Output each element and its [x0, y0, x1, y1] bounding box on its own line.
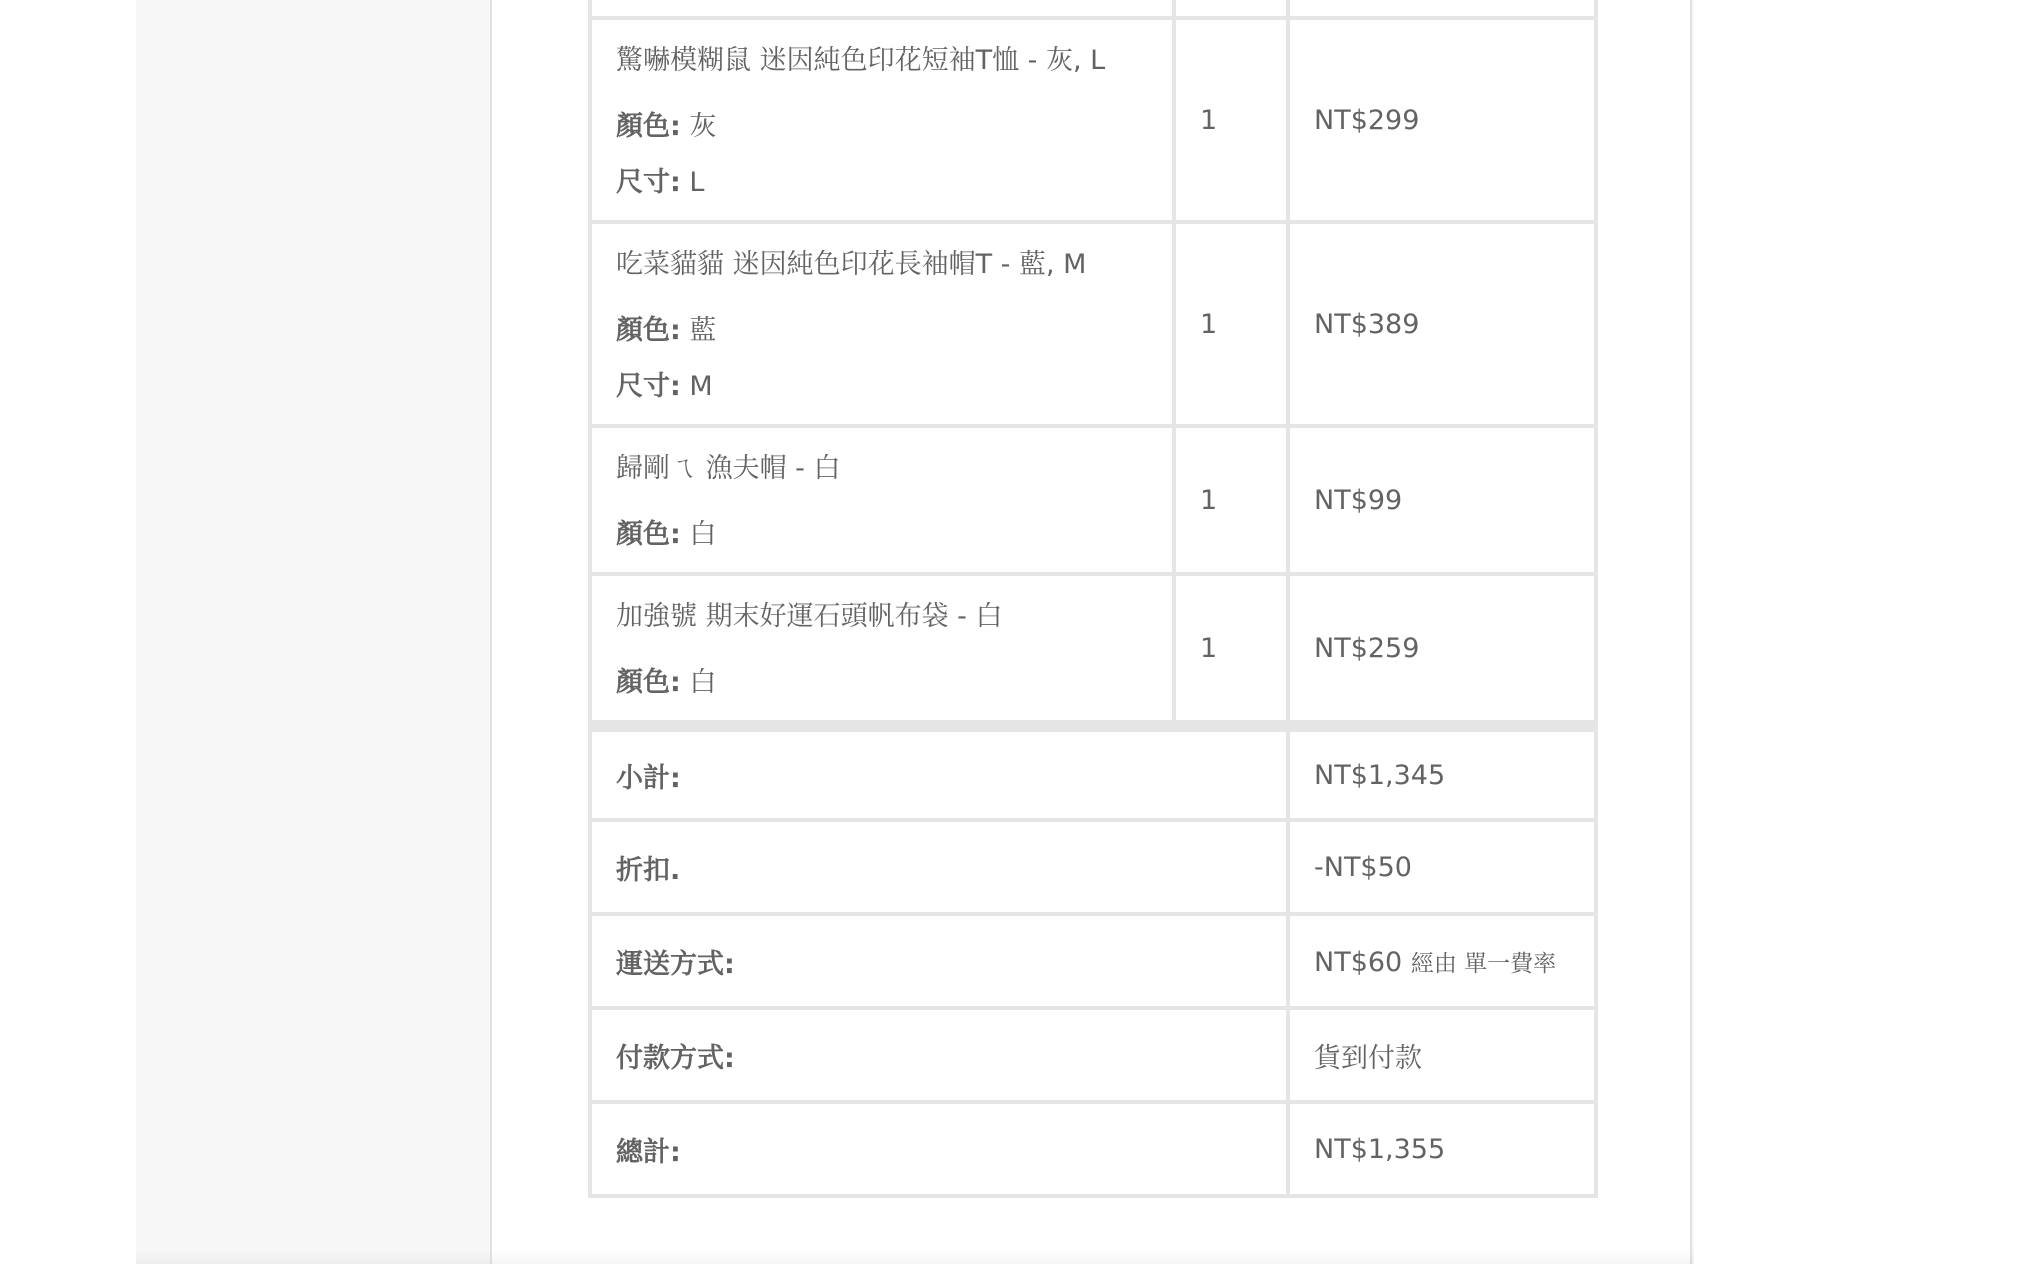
item-price: NT$99 [1288, 426, 1596, 574]
shipping-label: 運送方式: [590, 914, 1288, 1008]
item-quantity: 1 [1174, 222, 1288, 426]
meta-label: 顏色: [616, 667, 681, 698]
item-name: 歸剛ㄟ 漁夫帽 - 白 [616, 453, 841, 484]
item-product-cell [590, 18, 1174, 222]
item-name: 驚嚇模糊鼠 迷因純色印花短袖T恤 - 灰, L [616, 45, 1106, 76]
payment-value: 貨到付款 [1288, 1008, 1596, 1102]
total-row [590, 1102, 1596, 1196]
total-value: NT$1,355 [1288, 1102, 1596, 1196]
previous-row-partial [590, 0, 1596, 18]
item-meta-color [616, 312, 1148, 350]
meta-label: 顏色: [616, 315, 681, 346]
meta-value: L [689, 167, 705, 198]
item-price: NT$389 [1288, 222, 1596, 426]
payment-label: 付款方式: [590, 1008, 1288, 1102]
order-item-row [590, 222, 1596, 426]
meta-value: 白 [689, 667, 717, 698]
payment-row [590, 1008, 1596, 1102]
item-product-cell [590, 574, 1174, 726]
item-product-cell [590, 426, 1174, 574]
meta-value: 藍 [689, 315, 717, 346]
shipping-cell [1288, 914, 1596, 1008]
subtotal-label: 小計: [590, 726, 1288, 820]
discount-value: -NT$50 [1288, 820, 1596, 914]
item-name: 吃菜貓貓 迷因純色印花長袖帽T - 藍, M [616, 249, 1087, 280]
discount-label: 折扣. [590, 820, 1288, 914]
meta-value: M [689, 371, 713, 402]
shipping-row [590, 914, 1596, 1008]
item-name: 加強號 期末好運石頭帆布袋 - 白 [616, 601, 1003, 632]
item-meta-color [616, 108, 1148, 146]
meta-value: 灰 [689, 111, 717, 142]
shipping-method: 經由 單一費率 [1410, 950, 1557, 977]
order-details-table [588, 0, 1598, 1198]
item-product-cell [590, 222, 1174, 426]
item-price: NT$299 [1288, 18, 1596, 222]
item-meta-size [616, 368, 1148, 406]
total-label: 總計: [590, 1102, 1288, 1196]
meta-label: 尺寸: [616, 371, 681, 402]
order-item-row [590, 18, 1596, 222]
order-item-row [590, 574, 1596, 726]
meta-label: 顏色: [616, 519, 681, 550]
discount-row [590, 820, 1596, 914]
meta-label: 顏色: [616, 111, 681, 142]
subtotal-value: NT$1,345 [1288, 726, 1596, 820]
item-meta-color [616, 664, 1148, 702]
shipping-value: NT$60 [1314, 946, 1403, 978]
item-quantity: 1 [1174, 574, 1288, 726]
item-quantity: 1 [1174, 18, 1288, 222]
meta-label: 尺寸: [616, 167, 681, 198]
bottom-shadow [136, 1250, 1694, 1264]
order-item-row [590, 426, 1596, 574]
meta-value: 白 [689, 519, 717, 550]
item-meta-color [616, 516, 1148, 554]
item-quantity: 1 [1174, 426, 1288, 574]
item-meta-size [616, 164, 1148, 202]
subtotal-row [590, 726, 1596, 820]
item-price: NT$259 [1288, 574, 1596, 726]
